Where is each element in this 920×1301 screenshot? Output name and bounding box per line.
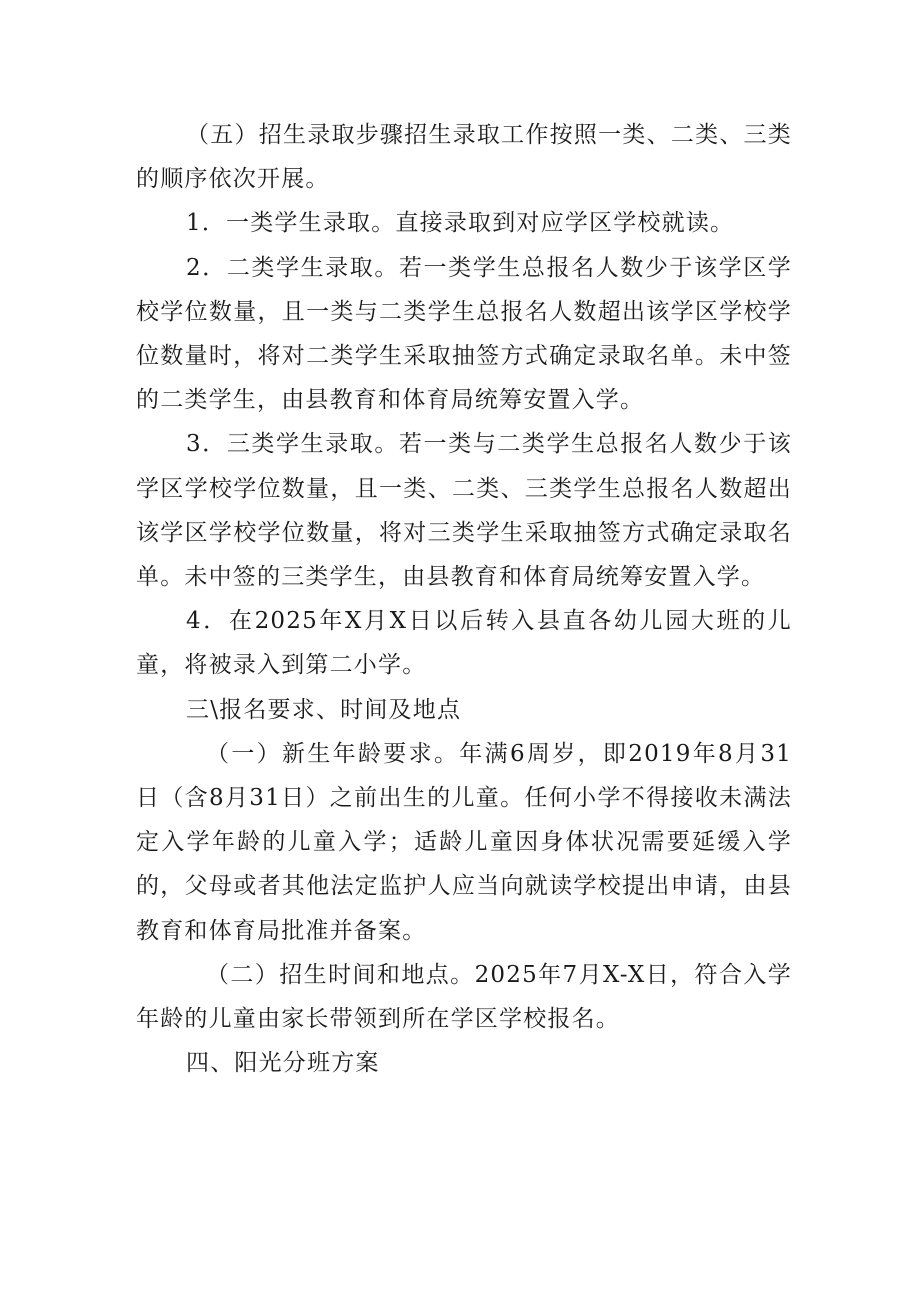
section-heading-class-assignment: 四、阳光分班方案 (186, 1050, 380, 1077)
section-heading-registration: 三\报名要求、时间及地点 (186, 696, 462, 723)
paragraph-transfer-rule: 4．在2025年X月X日以后转入县直各幼儿园大班的儿童，将被录入到第二小学。 (136, 608, 792, 679)
paragraph-class-one-admission: 1．一类学生录取。直接录取到对应学区学校就读。 (186, 210, 735, 237)
paragraph-registration-time-place: （二）招生时间和地点。2025年7月X-X日，符合入学年龄的儿童由家长带领到所在学区学校报名。 (136, 961, 792, 1033)
paragraph-age-requirement: （一）新生年龄要求。年满6周岁，即2019年8月31日（含8月31日）之前出生的儿童。任何小学不得接收未满法定入学年龄的儿童入学；适龄儿童因身体状况需要延缓入学的，父母或者其他法定监护人应当向就读学校提出申请，由县教育和体育局批准并备案。 (136, 740, 792, 944)
document-page (136, 113, 792, 1085)
paragraph-class-two-admission: 2．二类学生录取。若一类学生总报名人数少于该学区学校学位数量，且一类与二类学生总报名人数超出该学区学校学位数量时，将对二类学生采取抽签方式确定录取名单。未中签的二类学生，由县教育和体育局统筹安置入学。 (136, 254, 792, 414)
paragraph-class-three-admission: 3．三类学生录取。若一类与二类学生总报名人数少于该学区学校学位数量，且一类、二类、三类学生总报名人数超出该学区学校学位数量，将对三类学生采取抽签方式确定录取名单。未中签的三类学生，由县教育和体育局统筹安置入学。 (136, 431, 792, 591)
paragraph-enrollment-steps: （五）招生录取步骤招生录取工作按照一类、二类、三类的顺序依次开展。 (136, 122, 792, 193)
